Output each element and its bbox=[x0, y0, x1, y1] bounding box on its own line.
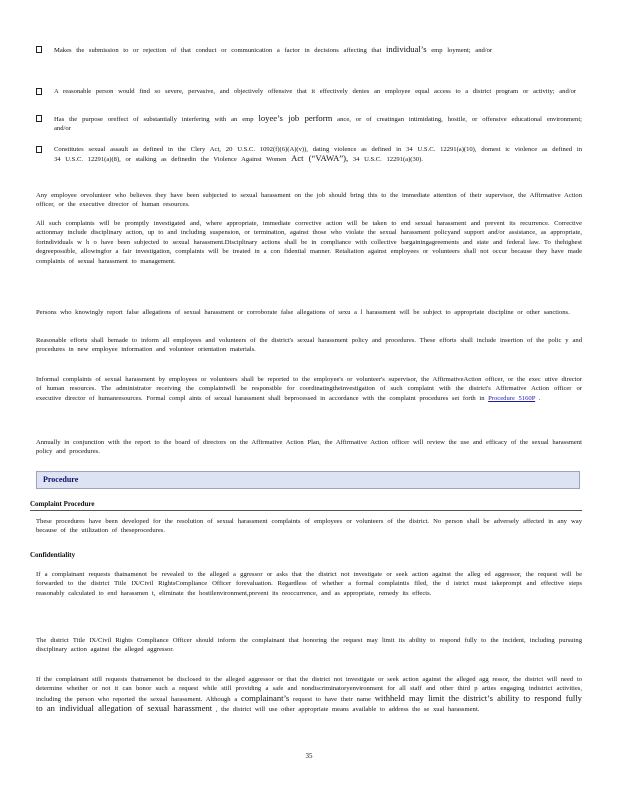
checkbox-bullet-icon bbox=[36, 46, 42, 53]
paragraph-false-allegations: Persons who knowingly report false allegations of sexual harassment or corroborate false allegations of sexu a l harassment will be subject to appropriate discipline or other sanctions. bbox=[36, 309, 570, 316]
paragraph-confidentiality-request: If a complainant requests thatnamenot be revealed to the alleged a ggressor or asks that the district not investigate or seek action against the alleg ed aggressor, the request will be forwarded to the district Title IX/Civil RightsCompliance Officer forevaluation. Regardless of whether a formal complaintis filed, the d istrict must takeprompt and effective steps reasonably calculated to end harassmen t, eliminate the hostilenvironment,prevent its reoccurrence, and as appropriate, remedy its effects. bbox=[36, 571, 582, 597]
complaint-procedure-heading: Complaint Procedure bbox=[30, 500, 95, 508]
procedure-section-header bbox=[36, 471, 580, 489]
checkbox-bullet-icon bbox=[36, 146, 42, 153]
procedure-title: Procedure bbox=[43, 475, 79, 484]
paragraph-still-requests: If the complainant still requests thatnamenot be disclosed to the alleged aggressor or that the district not investigate or seek action against the alleged agg ressor, the district will need to determine whether or not it can honor such a request while still providing a safe and nondiscriminatoryenvironment for all staff and other third p arties engaging indistrict activities, including the person who reported the sexual harassment. Although a complainant’s request to have their name withheld may limit the district’s ability to respond fully to an individual allegation of sexual harassment , the district will use other appropriate means available to address the se xual harassment. bbox=[36, 676, 582, 714]
procedure-5160p-link[interactable]: Procedure 5160P bbox=[488, 394, 536, 402]
bullet-text: Constitutes sexual assault as defined in the Clery Act, 20 U.S.C. 1092(f)(6)(A)(v)), dating violence as defined in 34 U.S.C. 12291(a)(10), domest ic violence as defined in 34 U.S.C. 12291(a)(8), or stalking as definedin the Violence Against Women Act (“VAWA”), 34 U.S.C. 12291(a)(30). bbox=[54, 146, 582, 164]
paragraph-annual-review: Annually in conjunction with the report to the board of directors on the Affirmative Action Plan, the Affirmative Action officer will review the use and efficacy of the sexual harassment policy and procedures. bbox=[36, 439, 582, 456]
paragraph-report-harassment: Any employee orvolunteer who believes they have been subjected to sexual harassment on the job should bring this to the immediate attention of their supervisor, the Affirmative Action officer, or the executive director of human resources. bbox=[36, 192, 582, 209]
paragraph-inform-employees: Reasonable efforts shall bemade to inform all employees and volunteers of the district's sexual harassment policy and procedures. These efforts shall include insertion of the polic y and procedures in new employee information and volunteer orientation materials. bbox=[36, 337, 582, 354]
checkbox-bullet-icon bbox=[36, 115, 42, 122]
paragraph-title-ix-officer: The district Title IX/Civil Rights Compliance Officer should inform the complainant that honoring the request may limit its ability to respond fully to the incident, including pursuing disciplinary action against the alleged aggressor. bbox=[36, 637, 582, 654]
paragraph-investigation: All such complaints will be promptly investigated and, where appropriate, immediate corrective action will be taken to end sexual harassment and prevent its recurrence. Corrective actionmay include disciplinary action, up to and including suspension, or termination, against those who violate the sexual harassment policyand support and/or assistance, as appropriate, forindividuals w h o have been subjected to sexual harassment.Disciplinary actions shall be in compliance with collective bargainingagreements and state and federal law. To thehighest degreepossible, allowingfor a fair investigation, complaints will be treated in a con fidential manner. Retaliation against employees or volunteers shall not occur because they have made complaints of sexual harassment to management. bbox=[36, 220, 582, 265]
paragraph-informal-complaints: Informal complaints of sexual harassment by employees or volunteers shall be reported to the employee's or volunteer's supervisor, the AffirmativeAction officer, or the exec utive director of human resources. The administrator receiving the complaintwill be responsible for coordinatingtheinvestigation of such complaint with the district's Affirmative Action officer or executive director of humanresources. Formal compl aints of sexual harassment shall beprocessed in accordance with the complaint procedures set forth in Procedure 5160P . bbox=[36, 376, 582, 402]
checkbox-bullet-icon bbox=[36, 88, 42, 95]
section-divider bbox=[30, 510, 582, 511]
bullet-text: Has the purpose oreffect of substantially interfering with an emp loyee’s job perform ance, or of creatingan intimidating, hostile, or offensive educational environment; and/or bbox=[54, 113, 582, 133]
confidentiality-heading: Confidentiality bbox=[30, 551, 76, 559]
paragraph-complaint-procedure: These procedures have been developed for the resolution of sexual harassment complaints of employees or volunteers of the district. No person shall be adversely affected in any way because of the utilization of theseprocedures. bbox=[36, 518, 582, 535]
page-number: 35 bbox=[305, 752, 313, 760]
bullet-text: A reasonable person would find so severe, pervasive, and objectively offensive that it effectively denies an employee equal access to a district program or activity; and/or bbox=[54, 88, 577, 95]
bullet-text: Makes the submission to or rejection of that conduct or communication a factor in decisions affecting that individual’s emp loyment; and/or bbox=[54, 44, 493, 54]
